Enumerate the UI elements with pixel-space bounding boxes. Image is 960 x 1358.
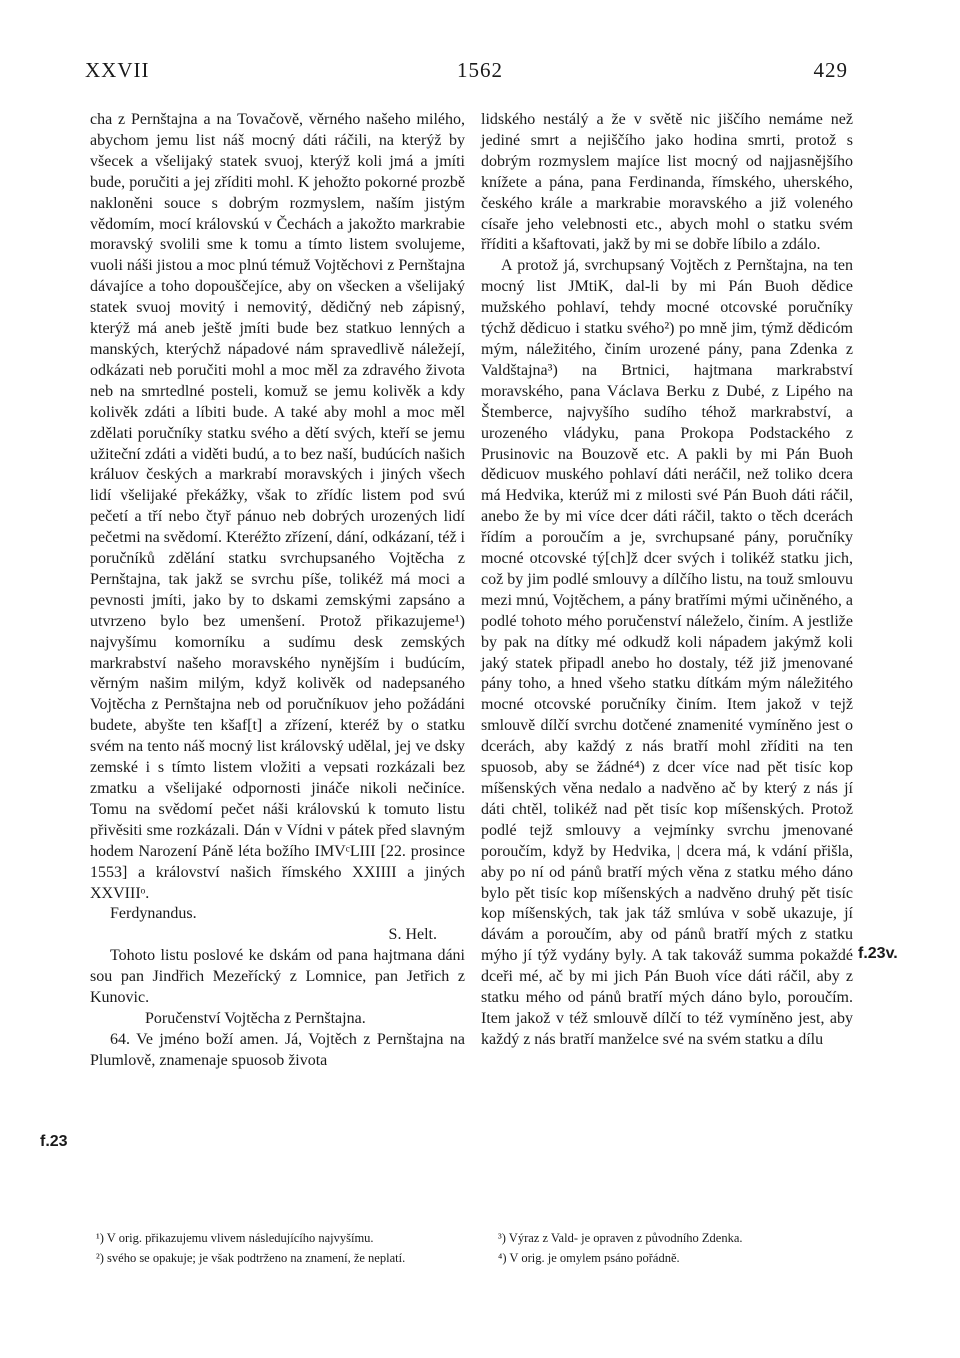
footnotes-right (498, 1230, 858, 1270)
footnote: ³) Výraz z Vald- je opraven z původního Zdenka. (498, 1231, 743, 1245)
signature-helt: S. Helt. (388, 926, 437, 944)
footnote: ⁴) V orig. je omylem psáno pořádně. (498, 1251, 680, 1265)
section-heading: Poručenství Vojtěcha z Pernštajna. (145, 1009, 366, 1027)
signature-ferdinand: Ferdynandus. (110, 905, 197, 923)
paragraph: 64. Ve jméno boží amen. Já, Vojtěch z Pernštajna na Plumlově, znamenaje spuosob života (90, 1030, 465, 1069)
folio-marker-right: f.23v. (858, 945, 898, 962)
paragraph: Tohoto listu poslové ke dskám od pana hajtmana dáni sou pan Jindřich Mezeřícký z Lomnice, pan Jetřich z Kunovic. (90, 947, 465, 1007)
footnote: ¹) V orig. přikazujemu vlivem následujícího najvyšímu. (96, 1231, 374, 1245)
folio-marker-left: f.23 (40, 1133, 68, 1150)
paragraph: A protož já, svrchupsaný Vojtěch z Pernštajna, na ten mocný list JMtiK, dal-li by mi Pán Buoh dědice mužského pohlaví, tehdy mocné otcovské poručníky týchž dědicuo i statku svého²) po mně jim, týmž dědicóm mým, náležitého, činím urozené pány, pana Zdenka z Valdštajna³) na Brtnici, hajtmana markrabství moravského, pana Václava Berku z Dubé, z Lipého na Štemberce, najvyšího sudího téhož markrabství, a urozeného vládyku, pana Prokopa Podstackého z Prusinovic na Bouzově etc. A pakli by mi Pán Buoh dědicuov muského pohlaví dáti neráčil, než toliko dcera má Hedvika, kterúž mi z milosti své Pán Buoh dáti ráčil, anebo že by mi více dcer dáti ráčil, takto o těch dcerách řídím a poroučím a je, svrchupsané pány, poručníky mocné otcovské tý[ch]ž dcer svých i tolikéž statku jich, což by jim podlé smlouvy a dílčího listu, na touž smlouvu mezi mnú, Vojtěchem, a pány bratřími mými učiněného, a podlé tohoto mého poručenství náleželo, činím. A jestliže by pak na dítky mé odkudž koli nápadem jakýmž koli jaký statek připadl anebo ho dostaly, též již jmenované pány toho, a hned všeho statku dítkám mým náležitého mocné otcovské poručníky činím. Item jakož v tejž smlouvě dílčí svrchu dotčené znamenité vymíněno jest o dcerách, aby každý z nás bratří mohl zříditi na ten spuosob, aby se žádné⁴) z dcer více nad pět tisíc kop míšenských věna nedalo a nadvěno ač by který z nás jí dáti chtěl, tolikéž nad pět tisíc kop míšenských. Protož podlé tejž smlouvy a vejmínky svrchu jmenované poroučím, když by Hedvika, | dcera má, k vdání přišla, aby po ní od pánů bratří mých věna z statku mého dáno bylo pět tisíc kop míšenských a nadvěno druhý pět tisíc kop míšenských, tak jak táž smlúva v sobě ukazuje, jí dávám a poroučím, aby od pánů bratří mých z statku mýho jí týž vydány byly. A tak takováž summa pokaždé dceři mé, ač by mi jich Pán Buoh více dáti ráčil, aby z statku mého od pánů bratří mých dáno bylo, poroučím. Item jakož v též smlouvě dílčí to též vymíněno jest, aby každý z nás bratří manželce své na svém statku a dílu (481, 257, 853, 1048)
paragraph: lidského nestálý a že v světě nic jiščího nemáme než jediné smrt a nejiščího jako hodina smrti, protož s dobrým rozmyslem majíce list mocný od najjasnějšího knížete a pána, pana Ferdinanda, římského, uherského, českého krále a markrabie moravského a již voleného císaře jeho velebnosti etc., abych mohl o statku svém řříditi a kšaftovati, jakž by mi se dobře líbilo a zdálo. (481, 111, 853, 254)
paragraph: cha z Pernštajna a na Tovačově, věrného našeho milého, abychom jemu list náš mocný dáti ráčili, na kterýž by všecek a všelijaký statek svuoj, kterýž koli jmá a jmíti bude, poručiti a jej zříditi mohl. K jehožto pokorné prozbě nakloněni souce s dobrým rozmyslem, naším jistým vědomím, mocí královskú v Čechách a jakožto markrabie moravský svolili sme k tomu a tímto listem svolujeme, vuoli náši jistou a moc plnú témuž Vojtěchovi z Pernštajna dávajíce a toho dopouščejíce, aby on všecken a všelijaký statek svuoj movitý i nemovitý, dědičný neb zápisný, kterýž má aneb ještě jmíti bude bez statkuo lenných a manských, kterýchž nápadové nám spravedlivě náležejí, odkázati neb poručiti mohl a moc měl za zdravého života neb na smrtedlné posteli, komuž se jemu kolivěk a kdy kolivěk zdáti a líbiti bude. A také aby mohl a moc měl zdělati poručníky statku svého a dětí svých, kteří se jemu užiteční zdáti a viděti budú, a to bez naší, budúcích našich králuov českých a markrabí moravských i jiných všech lidí všelijaké překážky, však to zřídíc listem pod svú pečetí a tří nebo čtyř pánuo neb dobrých urozených lidí pečetmi na svědomí. Kteréžto zřízení, dání, odkázaní, též i poručníků zdělání statku svrchupsaného Vojtěcha z Pernštajna, tak jakž se svrchu píše, tolikéž má moci a pevnosti jmíti, jako by to dskami zemskými zapsáno a utvrzeno bylo bez umenšení. Protož přikazujeme¹) najvyšímu komorníku a sudímu desk zemských markrabství našeho moravského nynějším i budúcím, věrným našim milým, když kolivěk od nadepsaného Vojtěcha z Pernštajna neb od poručníkuov jeho požádáni budete, abyšte ten kšaf[t] a zřízení, kteréž by o statku svém na tento náš mocný list královský udělal, jej ve dsky zemské i s tímto listem vložiti a vepsati rozkázali bez zmatku a všelijaké odpornosti jináče nikoli nečiníce. Tomu na svědomí pečet náši královskú k tomuto listu přivěsiti sme rozkázali. Dán v Vídni v pátek před slavným hodem Narození Páně léta božího IMVᶜLIII [22. prosince 1553] a království našich římského XXIIII a jiných XXVIIIᵒ. (90, 111, 465, 902)
year-heading: 1562 (457, 58, 503, 82)
left-column (90, 110, 465, 1072)
right-column (481, 110, 853, 1051)
chapter-number: XXVII (85, 58, 150, 82)
running-header (0, 58, 960, 88)
footnotes-left (96, 1230, 464, 1270)
page-number: 429 (813, 58, 848, 82)
footnote: ²) svého se opakuje; je však podtrženo na znamení, že neplatí. (96, 1251, 406, 1265)
